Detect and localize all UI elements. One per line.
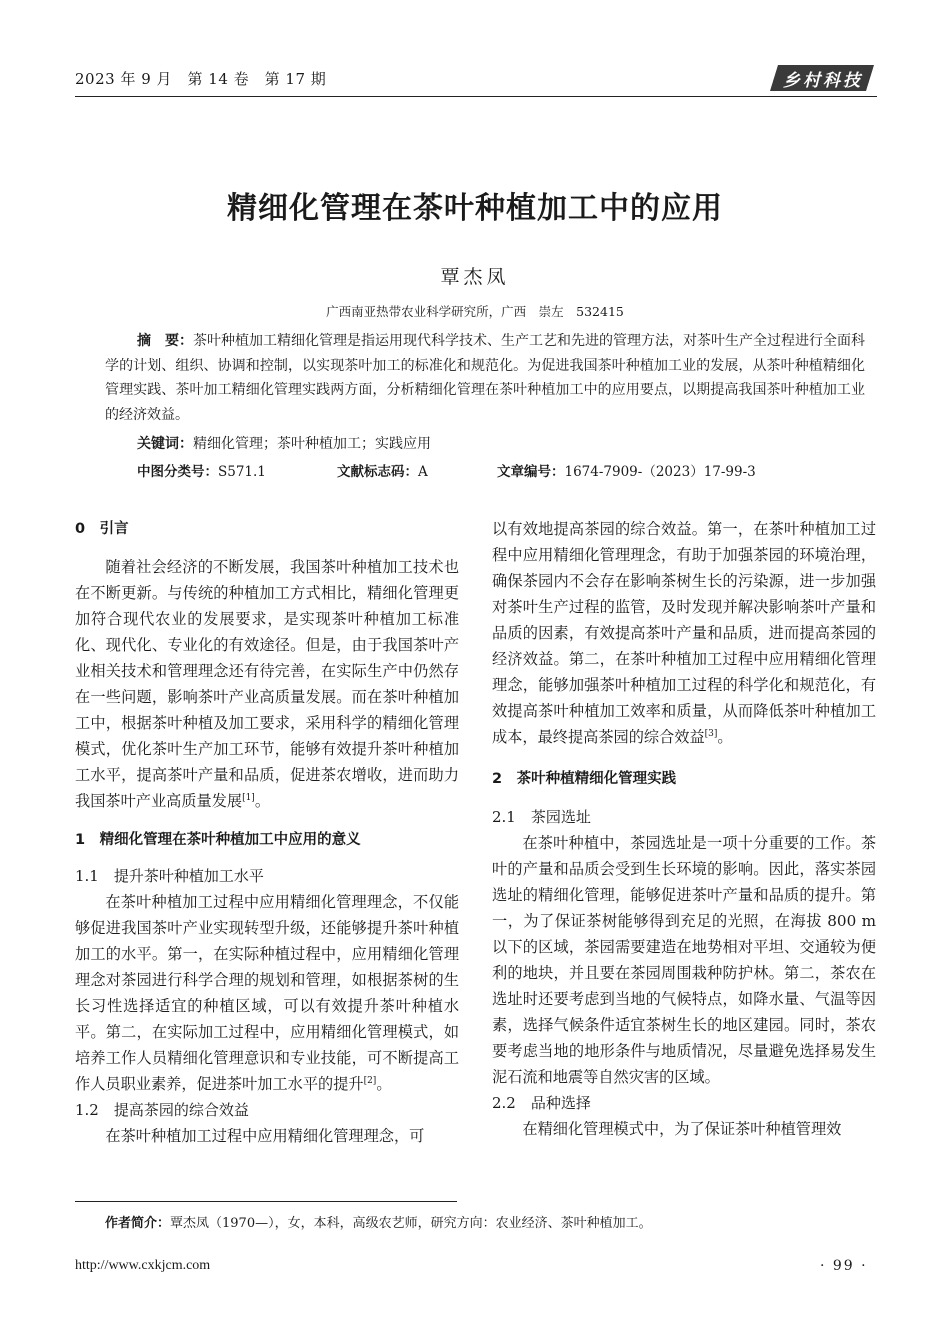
logo-text: 乡村科技 [783, 70, 863, 91]
citation-ref: [1] [242, 792, 255, 803]
paragraph-text: 以有效地提高茶园的综合效益。第一，在茶叶种植加工过程中应用精细化管理理念，有助于加强茶园的环境治理，确保茶园内不会存在影响茶树生长的污染源，进一步加强对茶叶生产过程的监管，及时发现并解决影响茶叶产量和品质的因素，有效提高茶叶产量和品质，进而提高茶园的经济效益。第二，在茶叶种植加工过程中应用精细化管理理念，能够加强茶叶种植加工过程的科学化和规范化，有效提高茶叶种植加工效率和质量，从而降低茶叶种植加工成本，最终提高茶园的综合效益 [492, 520, 876, 746]
paragraph-end: 。 [717, 728, 733, 746]
doc-code-value: A [418, 464, 428, 480]
abstract [105, 329, 865, 427]
header-divider [75, 96, 877, 97]
journal-logo [770, 63, 876, 93]
right-column [492, 516, 876, 1142]
section-1-heading: 1 精细化管理在茶叶种植加工中应用的意义 [75, 832, 361, 848]
paragraph-end: 。 [254, 792, 270, 810]
section-1-2-paragraph: 在茶叶种植加工过程中应用精细化管理理念，可 [105, 1127, 425, 1145]
page-number: · 99 · [820, 1258, 868, 1274]
author-bio-text: 覃杰凤（1970—），女，本科，高级农艺师，研究方向：农业经济、茶叶种植加工。 [170, 1216, 652, 1231]
abstract-label: 摘 要： [137, 333, 193, 349]
section-1-1-paragraph [75, 889, 459, 1097]
section-2-2-paragraph: 在精细化管理模式中，为了保证茶叶种植管理效 [522, 1120, 842, 1138]
left-column [75, 516, 459, 1149]
section-2-1-paragraph: 在茶叶种植中，茶园选址是一项十分重要的工作。茶叶的产量和品质会受到生长环境的影响。因此，落实茶园选址的精细化管理，能够促进茶叶产量和品质的提升。第一，为了保证茶树能够得到充足的光照，在海拔 800 m 以下的区域，茶园需要建造在地势相对平坦、交通较为便利的地块，并且要在茶园周围栽种防护林。第二，茶农在选址时还要考虑到当地的气候特点，如降水量、气温等因素，选择气候条件适宜茶树生长的地区建园。同时，茶农要考虑当地的地形条件与地质情况，尽量避免选择易发生泥石流和地震等自然灾害的区域。 [492, 834, 876, 1086]
section-2-1-heading: 2.1 茶园选址 [492, 808, 591, 826]
abstract-text: 茶叶种植加工精细化管理是指运用现代科学技术、生产工艺和先进的管理方法，对茶叶生产全过程进行全面科学的计划、组织、协调和控制，以实现茶叶加工的标准化和规范化。为促进我国茶叶种植加工业的发展，从茶叶种植精细化管理实践、茶叶加工精细化管理实践两方面，分析精细化管理在茶叶种植加工中的应用要点，以期提高我国茶叶种植加工业的经济效益。 [105, 333, 865, 423]
keywords-text: 精细化管理；茶叶种植加工；实践应用 [193, 436, 431, 452]
clc-item [137, 460, 337, 480]
keywords-label: 关键词： [137, 436, 193, 452]
classification-row [137, 460, 877, 480]
author-bio [105, 1212, 652, 1231]
article-no-item [497, 460, 756, 480]
author-name: 覃杰凤 [440, 266, 510, 288]
section-1-2-continued [492, 516, 876, 750]
section-0-paragraph [75, 554, 459, 814]
affiliation: 广西南亚热带农业科学研究所，广西 崇左 532415 [326, 304, 624, 319]
article-no-label: 文章编号： [497, 464, 565, 480]
footnote-divider [75, 1201, 457, 1202]
section-0-heading: 0 引言 [75, 521, 129, 537]
section-2-2-heading: 2.2 品种选择 [492, 1094, 591, 1112]
paragraph-text: 随着社会经济的不断发展，我国茶叶种植加工技术也在不断更新。与传统的种植加工方式相比，精细化管理更加符合现代农业的发展要求，是实现茶叶种植加工标准化、现代化、专业化的有效途径。但是，由于我国茶叶产业相关技术和管理理念还有待完善，在实际生产中仍然存在一些问题，影响茶叶产业高质量发展。而在茶叶种植加工中，根据茶叶种植及加工要求，采用科学的精细化管理模式，优化茶叶生产加工环节，能够有效提升茶叶种植加工水平，提高茶叶产量和品质，促进茶农增收，进而助力我国茶叶产业高质量发展 [75, 558, 459, 810]
keywords [137, 433, 431, 453]
section-2-heading: 2 茶叶种植精细化管理实践 [492, 771, 677, 787]
doc-code-item [337, 460, 497, 480]
issue-info: 2023 年 9 月 第 14 卷 第 17 期 [75, 70, 327, 88]
paragraph-end: 。 [376, 1075, 392, 1093]
journal-url[interactable]: http://www.cxkjcm.com [75, 1258, 211, 1273]
article-title: 精细化管理在茶叶种植加工中的应用 [227, 191, 723, 226]
citation-ref: [2] [363, 1075, 377, 1086]
citation-ref: [3] [704, 728, 718, 739]
clc-label: 中图分类号： [137, 464, 218, 480]
author-bio-label: 作者简介： [105, 1216, 171, 1231]
clc-value: S571.1 [218, 464, 266, 480]
paragraph-text: 在茶叶种植加工过程中应用精细化管理理念，不仅能够促进我国茶叶产业实现转型升级，还能够提升茶叶种植加工的水平。第一，在实际种植过程中，应用精细化管理理念对茶园进行科学合理的规划和管理，如根据茶树的生长习性选择适宜的种植区域，可以有效提升茶叶种植水平。第二，在实际加工过程中，应用精细化管理模式，如培养工作人员精细化管理意识和专业技能，可不断提高工作人员职业素养，促进茶叶加工水平的提升 [75, 893, 459, 1093]
section-1-1-heading: 1.1 提升茶叶种植加工水平 [75, 867, 264, 885]
doc-code-label: 文献标志码： [337, 464, 418, 480]
article-no-value: 1674-7909-（2023）17-99-3 [564, 464, 756, 480]
section-1-2-heading: 1.2 提高茶园的综合效益 [75, 1101, 249, 1119]
